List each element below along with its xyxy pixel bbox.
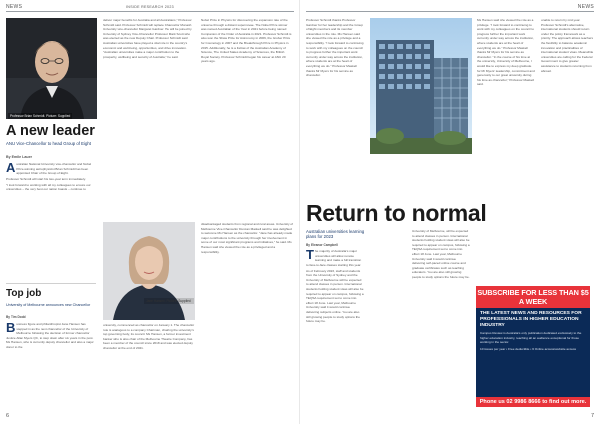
body-paragraph: Professor Schmidt will start his two-year term immediately. [6, 176, 86, 181]
headline: A new leader [6, 123, 95, 139]
byline: By Eleanor Campbell [306, 243, 338, 247]
running-head-title: INSIDE RESEARCH 2023 [126, 5, 174, 9]
sub-headline: Top job [6, 288, 42, 299]
sub-column-2 [103, 323, 195, 411]
campus-photo [370, 18, 472, 154]
sub-column-3 [201, 222, 293, 410]
drop-cap: A [6, 162, 16, 175]
ad-title: THE LATEST NEWS AND RESOURCES FOR PROFESSIONALS IN HIGHER EDUCATION INDUSTRY [480, 311, 582, 328]
body-paragraph: "I look forward to working with all my colleagues to ensure our universities – the very best our nation boasts – continue to [6, 182, 91, 192]
lede-text: he majority of Australia's major universities will allow remote learning and make a full transition to face-to-face classes starting this year. [306, 249, 362, 267]
ad-body: Campus Review is Australia's only publication dedicated exclusively to the higher education industry, reaching all an audience exceptional for those working in the sector. [480, 331, 582, 344]
portrait-image [6, 18, 97, 119]
body-paragraph: As of February 2023, staff and students from the University of Sydney and the University of Melbourne will be expected to attend classes in person. International students holding student visas will also be required to appear on campus, following a TEQSA requirement set to come into effect 18 June. Last year, Melbourne University said it would continue delivering subjects online. You are also still growing people to study options the future may be. [306, 268, 364, 324]
byline: By Emile Lauer [6, 155, 32, 159]
standfirst: Australian universities learning plans for 2023 [306, 229, 365, 240]
page-number: 6 [6, 413, 10, 419]
drop-cap: B [6, 322, 16, 335]
sub-column-1 [6, 322, 96, 410]
article-column-3 [201, 18, 293, 216]
body-paragraph: unable to return by mid-year. Professor Schmidt's alternative, international students should return under the policy framework as a priority. The approach allows teachers the flexibility to balance academic innovation and practicalities of international student visas. Meanwhile universities are calling for the Federal Government to give greater assistance to students returning from abroad. [541, 18, 594, 73]
subscription-ad[interactable] [476, 286, 590, 407]
sub-lede: usiness figure and philanthropist Jane Hansen has stepped in as the next chancellor of the University of Melbourne following the decision of former chancellor Justice Allan Myers QC, to step down after six years in the post. Ms Hansen, who is currently deputy chancellor and also a major donor to the [6, 322, 94, 349]
body-paragraph: disadvantaged students from regional and rural areas. University of Melbourne Vice-Chancellor Duncan Maskell said he was delighted to welcome Ms Hansen as the chancellor. "Jane has already made major contributions to the university through her involvement in some of our most significant programs and initiatives," he said. Ms Hansen said she viewed the role as a privileged and a responsibility. [201, 222, 293, 254]
article-column-1 [6, 162, 96, 280]
body-paragraph: University of Melbourne, will be expected to attend classes in person. International students holding student visas will also be required to appear on campus, following a TEQSA requirement set to come into effect 18 June. Last year, Melbourne University said it would continue delivering self-paced online course and graduate certificates such as teaching educators. You are also still growing people to study options the future may be. [412, 229, 470, 279]
article-column-1 [306, 18, 364, 158]
article-column-2 [103, 18, 193, 216]
ad-banner[interactable]: SUBSCRIBE FOR LESS THAN $5 A WEEK [477, 288, 589, 306]
article-column-3 [541, 18, 594, 280]
building-image [370, 18, 472, 154]
standfirst: ANU Vice-Chancellor to head Group of Eight [6, 141, 91, 146]
sub-photo [103, 222, 195, 320]
header-rule [6, 11, 294, 12]
body-paragraph: deliver major benefits for Australia and all Australians," Professor Schmidt said. Professor Schmidt will replace Chancellor Monash University vice-chancellor Margaret Gardner. He will be joined by University of Sydney Vice-Chancellor Professor Mark Scott who was elected as the new Deputy Chair. Professor Schmidt said Australian universities have played a vital role in the country's economic and well-being, opportunities, and drive innovation. "Australian universities make a major contribution to the prosperity, wellbeing and security of Australia," he said. [103, 18, 192, 59]
page-number: 7 [590, 413, 594, 419]
ad-body-details: 10 issues per year • Free deductible • 6 Online access/website access [480, 347, 577, 351]
body-paragraph: Nobel Prize in Physics for discovering the expansion rate of the universe through a distant supernovae. The Nobel Prize winner was named Australian of the Year in 2021 before being named Companion of the Order of Australia in 2021. Professor Schmidt is also won the Shaw Prize for Astronomy in 2006, the Gruber Prize for Cosmology in 2007 and the Breakthrough Prize in Physics in 2015. Additionally, he is a Fellow of the Australian Academy of Science, The United States Academy of Sciences, the British Royal Society. Professor Schmidt began his career at ANU 20 years ago. [201, 18, 292, 64]
headline: Return to normal [306, 200, 487, 226]
header-rule [306, 11, 594, 12]
section-divider [6, 283, 96, 284]
sub-column-2 [412, 229, 470, 411]
sub-column-1 [306, 249, 364, 411]
portrait-image [103, 222, 195, 320]
body-paragraph: Professor Schmidt thanks Professor Gardner for her leadership and the Group of Eight members and its member universities in the role. Ms Hansen said she viewed the role as a privilege and a responsibility. "I look forward to continuing to work with my colleagues on the council to progress further the important work currently under way across the institution, where students are at the heart of everything we do." Professor Maskell thanks Mr Myers for his service as chancellor. [306, 18, 364, 78]
ad-call-to-action[interactable]: Phone us 02 9986 8666 to find out more. [476, 397, 590, 407]
sub-byline: By Tim Dodd [6, 315, 26, 319]
sub-photo-caption: Jane Hansen. Picture: Supplied [144, 298, 194, 304]
lede-text: ustralian National University vice-chancellor and Nobel Prize-winning astrophysicist Brian Schmidt has been appointed Chair of the Group of Eight. [16, 162, 92, 176]
body-paragraph: Ms Hansen said she viewed the role as a privilege. "I look forward to continuing to work with my colleagues on the council to progress further the important work currently under way across the institution, where students are at the heart of everything we do." Professor Maskell thanks Mr Myers for his service as chancellor. "In the course of his time at the university, University of Melbourne, I would like to express my deep gratitude for Mr Myers' leadership, commitment and generosity to our great university during his time as chancellor," Professor Maskell said. [477, 18, 535, 87]
lead-photo [6, 18, 97, 119]
body-paragraph: university, commenced as chancellor on January 1. The chancellor role is analogous to a company Chairman, chairing the university's top governing body, its council. Ms Hansen, a former investment banker who is also chair of the Melbourne Theatre Company, has been a member of the council since 2018 and was elected deputy chancellor at the end of 2021. [103, 323, 195, 350]
sub-standfirst: University of Melbourne announces new Chancellor [6, 303, 91, 307]
running-head: NEWS [6, 4, 23, 10]
drop-cap: T [306, 249, 314, 262]
running-head: NEWS [577, 4, 594, 10]
article-column-2 [477, 18, 535, 158]
photo-caption: Professor Brian Schmidt. Picture: Supplied [10, 114, 71, 118]
